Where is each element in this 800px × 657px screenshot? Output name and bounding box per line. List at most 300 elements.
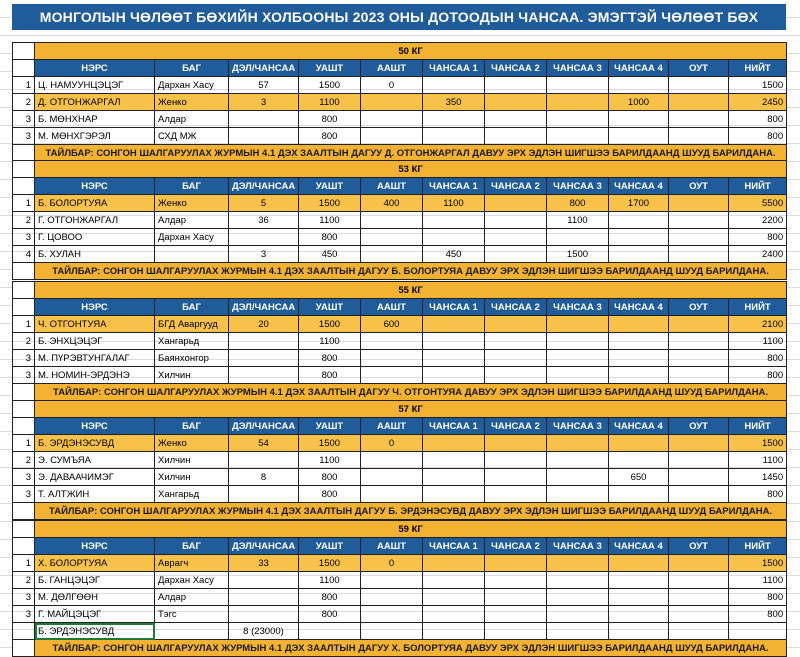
rank-number[interactable]: 3 bbox=[13, 469, 35, 486]
rank-number[interactable]: 2 bbox=[13, 333, 35, 350]
uasht-cell[interactable]: 1500 bbox=[299, 435, 361, 452]
rank-cell[interactable]: 5 bbox=[229, 195, 299, 212]
total-cell[interactable]: 1500 bbox=[729, 435, 787, 452]
name-cell[interactable]: Э. ДАВААЧИМЭГ bbox=[35, 469, 155, 486]
ranking3-cell[interactable] bbox=[547, 623, 609, 640]
uasht-cell[interactable]: 1100 bbox=[299, 572, 361, 589]
column-header[interactable]: ЧАНСАА 3 bbox=[547, 178, 609, 195]
aasht-cell[interactable] bbox=[361, 452, 423, 469]
team-cell[interactable]: Хилчин bbox=[155, 469, 229, 486]
uasht-cell[interactable]: 1100 bbox=[299, 333, 361, 350]
ranking4-cell[interactable]: 1700 bbox=[609, 195, 669, 212]
team-cell[interactable]: Аврагч bbox=[155, 555, 229, 572]
name-cell[interactable]: Г. ОТГОНЖАРГАЛ bbox=[35, 212, 155, 229]
total-cell[interactable]: 2200 bbox=[729, 212, 787, 229]
ranking4-cell[interactable]: 1000 bbox=[609, 94, 669, 111]
ranking1-cell[interactable] bbox=[423, 572, 485, 589]
ranking4-cell[interactable] bbox=[609, 435, 669, 452]
rank-number[interactable]: 2 bbox=[13, 572, 35, 589]
total-cell[interactable] bbox=[729, 623, 787, 640]
rank-cell[interactable] bbox=[229, 128, 299, 145]
total-cell[interactable]: 800 bbox=[729, 486, 787, 503]
ranking2-cell[interactable] bbox=[485, 452, 547, 469]
rank-number[interactable]: 3 bbox=[13, 606, 35, 623]
team-cell[interactable]: Тэгс bbox=[155, 606, 229, 623]
out-cell[interactable] bbox=[669, 486, 729, 503]
section-note[interactable]: ТАЙЛБАР: СОНГОН ШАЛГАРУУЛАХ ЖУРМЫН 4.1 ДЭХ ЗААЛТЫН ДАГУУ Х. БОЛОРТУЯА ДАВУУ ЭРХ ЭДЛЭН ШИГШЭЭ БАРИЛДААНД ШУУД БАРИЛДАНА. bbox=[35, 640, 787, 657]
row-number-cell[interactable] bbox=[13, 418, 35, 435]
team-cell[interactable]: Алдар bbox=[155, 212, 229, 229]
column-header[interactable]: БАГ bbox=[155, 418, 229, 435]
ranking1-cell[interactable] bbox=[423, 452, 485, 469]
ranking1-cell[interactable] bbox=[423, 77, 485, 94]
name-cell[interactable]: М. НОМИН-ЭРДЭНЭ bbox=[35, 367, 155, 384]
weight-class-header[interactable]: 59 КГ bbox=[35, 521, 787, 538]
uasht-cell[interactable]: 800 bbox=[299, 486, 361, 503]
out-cell[interactable] bbox=[669, 589, 729, 606]
aasht-cell[interactable] bbox=[361, 572, 423, 589]
column-header[interactable]: БАГ bbox=[155, 299, 229, 316]
rank-number[interactable]: 3 bbox=[13, 111, 35, 128]
ranking4-cell[interactable] bbox=[609, 77, 669, 94]
ranking3-cell[interactable] bbox=[547, 486, 609, 503]
total-cell[interactable]: 2100 bbox=[729, 316, 787, 333]
name-cell[interactable]: Х. БОЛОРТУЯА bbox=[35, 555, 155, 572]
total-cell[interactable]: 1100 bbox=[729, 452, 787, 469]
column-header[interactable]: ААШТ bbox=[361, 538, 423, 555]
ranking3-cell[interactable] bbox=[547, 469, 609, 486]
row-number-cell[interactable] bbox=[13, 263, 35, 280]
team-cell[interactable]: Хангарьд bbox=[155, 486, 229, 503]
column-header[interactable]: НЭРС bbox=[35, 60, 155, 77]
ranking1-cell[interactable] bbox=[423, 589, 485, 606]
column-header[interactable]: ОУТ bbox=[669, 60, 729, 77]
row-number-cell[interactable] bbox=[13, 60, 35, 77]
out-cell[interactable] bbox=[669, 128, 729, 145]
column-header[interactable]: ДЭЛ/ЧАНСАА bbox=[229, 299, 299, 316]
rank-cell[interactable] bbox=[229, 486, 299, 503]
rank-number[interactable]: 1 bbox=[13, 195, 35, 212]
ranking2-cell[interactable] bbox=[485, 623, 547, 640]
out-cell[interactable] bbox=[669, 94, 729, 111]
column-header[interactable]: ЧАНСАА 2 bbox=[485, 178, 547, 195]
rank-number[interactable]: 1 bbox=[13, 316, 35, 333]
rank-number[interactable]: 3 bbox=[13, 486, 35, 503]
column-header[interactable]: НИЙТ bbox=[729, 299, 787, 316]
total-cell[interactable]: 1450 bbox=[729, 469, 787, 486]
out-cell[interactable] bbox=[669, 452, 729, 469]
column-header[interactable]: УАШТ bbox=[299, 418, 361, 435]
aasht-cell[interactable]: 600 bbox=[361, 316, 423, 333]
aasht-cell[interactable] bbox=[361, 212, 423, 229]
ranking3-cell[interactable] bbox=[547, 367, 609, 384]
team-cell[interactable] bbox=[155, 246, 229, 263]
aasht-cell[interactable]: 400 bbox=[361, 195, 423, 212]
rank-number[interactable]: 3 bbox=[13, 350, 35, 367]
ranking3-cell[interactable] bbox=[547, 94, 609, 111]
row-number-cell[interactable] bbox=[13, 145, 35, 162]
ranking3-cell[interactable] bbox=[547, 606, 609, 623]
ranking4-cell[interactable] bbox=[609, 316, 669, 333]
column-header[interactable]: ЧАНСАА 4 bbox=[609, 538, 669, 555]
name-cell[interactable]: Э. СУМЪЯА bbox=[35, 452, 155, 469]
name-cell[interactable]: Б. ЭРДЭНЭСУВД bbox=[35, 623, 155, 640]
uasht-cell[interactable]: 800 bbox=[299, 606, 361, 623]
ranking4-cell[interactable] bbox=[609, 229, 669, 246]
aasht-cell[interactable] bbox=[361, 486, 423, 503]
rank-number[interactable]: 3 bbox=[13, 128, 35, 145]
team-cell[interactable]: Дархан Хасу bbox=[155, 77, 229, 94]
uasht-cell[interactable]: 450 bbox=[299, 246, 361, 263]
ranking4-cell[interactable] bbox=[609, 333, 669, 350]
total-cell[interactable]: 1500 bbox=[729, 77, 787, 94]
total-cell[interactable]: 1100 bbox=[729, 572, 787, 589]
out-cell[interactable] bbox=[669, 350, 729, 367]
uasht-cell[interactable] bbox=[299, 623, 361, 640]
ranking2-cell[interactable] bbox=[485, 195, 547, 212]
ranking4-cell[interactable] bbox=[609, 452, 669, 469]
rank-number[interactable]: 3 bbox=[13, 367, 35, 384]
name-cell[interactable]: Б. БОЛОРТУЯА bbox=[35, 195, 155, 212]
ranking1-cell[interactable] bbox=[423, 606, 485, 623]
column-header[interactable]: ОУТ bbox=[669, 299, 729, 316]
team-cell[interactable]: БГД Аваргууд bbox=[155, 316, 229, 333]
ranking3-cell[interactable] bbox=[547, 572, 609, 589]
ranking2-cell[interactable] bbox=[485, 316, 547, 333]
aasht-cell[interactable] bbox=[361, 589, 423, 606]
ranking2-cell[interactable] bbox=[485, 435, 547, 452]
ranking1-cell[interactable] bbox=[423, 111, 485, 128]
ranking4-cell[interactable] bbox=[609, 623, 669, 640]
out-cell[interactable] bbox=[669, 469, 729, 486]
ranking3-cell[interactable] bbox=[547, 589, 609, 606]
column-header[interactable]: БАГ bbox=[155, 178, 229, 195]
total-cell[interactable]: 2450 bbox=[729, 94, 787, 111]
total-cell[interactable]: 1100 bbox=[729, 333, 787, 350]
total-cell[interactable]: 800 bbox=[729, 229, 787, 246]
rank-number[interactable]: 1 bbox=[13, 555, 35, 572]
ranking2-cell[interactable] bbox=[485, 367, 547, 384]
out-cell[interactable] bbox=[669, 229, 729, 246]
column-header[interactable]: НИЙТ bbox=[729, 418, 787, 435]
name-cell[interactable]: Г. МАЙЦЭЦЭГ bbox=[35, 606, 155, 623]
rank-cell[interactable] bbox=[229, 229, 299, 246]
uasht-cell[interactable]: 1100 bbox=[299, 212, 361, 229]
aasht-cell[interactable]: 0 bbox=[361, 435, 423, 452]
aasht-cell[interactable] bbox=[361, 111, 423, 128]
ranking1-cell[interactable] bbox=[423, 128, 485, 145]
team-cell[interactable]: Дархан Хасу bbox=[155, 572, 229, 589]
ranking2-cell[interactable] bbox=[485, 77, 547, 94]
column-header[interactable]: УАШТ bbox=[299, 178, 361, 195]
ranking2-cell[interactable] bbox=[485, 606, 547, 623]
row-number-cell[interactable] bbox=[13, 538, 35, 555]
uasht-cell[interactable]: 800 bbox=[299, 128, 361, 145]
uasht-cell[interactable]: 1100 bbox=[299, 452, 361, 469]
section-note[interactable]: ТАЙЛБАР: СОНГОН ШАЛГАРУУЛАХ ЖУРМЫН 4.1 ДЭХ ЗААЛТЫН ДАГУУ Б. ЭРДЭНЭСУВД ДАВУУ ЭРХ ЭДЛЭН ШИГШЭЭ БАРИЛДААНД ШУУД БАРИЛДАНА. bbox=[35, 503, 787, 520]
row-number-cell[interactable] bbox=[13, 521, 35, 538]
total-cell[interactable]: 800 bbox=[729, 606, 787, 623]
rank-number[interactable] bbox=[13, 623, 35, 640]
aasht-cell[interactable] bbox=[361, 94, 423, 111]
ranking3-cell[interactable] bbox=[547, 77, 609, 94]
column-header[interactable]: НЭРС bbox=[35, 418, 155, 435]
name-cell[interactable]: Д. ОТГОНЖАРГАЛ bbox=[35, 94, 155, 111]
rank-number[interactable]: 1 bbox=[13, 77, 35, 94]
rank-cell[interactable] bbox=[229, 606, 299, 623]
name-cell[interactable]: М. МӨНХГЭРЭЛ bbox=[35, 128, 155, 145]
rank-cell[interactable] bbox=[229, 452, 299, 469]
team-cell[interactable]: Баянхонгор bbox=[155, 350, 229, 367]
name-cell[interactable]: Ц. НАМУУНЦЭЦЭГ bbox=[35, 77, 155, 94]
column-header[interactable]: ЧАНСАА 4 bbox=[609, 299, 669, 316]
section-note[interactable]: ТАЙЛБАР: СОНГОН ШАЛГАРУУЛАХ ЖУРМЫН 4.1 ДЭХ ЗААЛТЫН ДАГУУ Д. ОТГОНЖАРГАЛ ДАВУУ ЭРХ ЭДЛЭН ШИГШЭЭ БАРИЛДААНД ШУУД БАРИЛДАНА. bbox=[35, 145, 787, 162]
section-note[interactable]: ТАЙЛБАР: СОНГОН ШАЛГАРУУЛАХ ЖУРМЫН 4.1 ДЭХ ЗААЛТЫН ДАГУУ Б. БОЛОРТУЯА ДАВУУ ЭРХ ЭДЛЭН ШИГШЭЭ БАРИЛДААНД ШУУД БАРИЛДАНА. bbox=[35, 263, 787, 280]
row-number-cell[interactable] bbox=[13, 299, 35, 316]
out-cell[interactable] bbox=[669, 367, 729, 384]
total-cell[interactable]: 2400 bbox=[729, 246, 787, 263]
column-header[interactable]: ДЭЛ/ЧАНСАА bbox=[229, 178, 299, 195]
ranking3-cell[interactable]: 1500 bbox=[547, 246, 609, 263]
ranking4-cell[interactable] bbox=[609, 589, 669, 606]
uasht-cell[interactable]: 1500 bbox=[299, 195, 361, 212]
column-header[interactable]: ЧАНСАА 3 bbox=[547, 538, 609, 555]
name-cell[interactable]: Б. ЭРДЭНЭСУВД bbox=[35, 435, 155, 452]
name-cell[interactable]: Ч. ОТГОНТУЯА bbox=[35, 316, 155, 333]
uasht-cell[interactable]: 800 bbox=[299, 229, 361, 246]
rank-number[interactable]: 1 bbox=[13, 435, 35, 452]
aasht-cell[interactable] bbox=[361, 333, 423, 350]
ranking1-cell[interactable] bbox=[423, 333, 485, 350]
column-header[interactable]: ЧАНСАА 3 bbox=[547, 299, 609, 316]
ranking3-cell[interactable] bbox=[547, 316, 609, 333]
rank-number[interactable]: 4 bbox=[13, 246, 35, 263]
column-header[interactable]: ЧАНСАА 4 bbox=[609, 178, 669, 195]
rank-cell[interactable] bbox=[229, 350, 299, 367]
weight-class-header[interactable]: 57 КГ bbox=[35, 401, 787, 418]
column-header[interactable]: ААШТ bbox=[361, 299, 423, 316]
ranking4-cell[interactable] bbox=[609, 572, 669, 589]
rank-cell[interactable]: 8 (23000) bbox=[229, 623, 299, 640]
rank-cell[interactable] bbox=[229, 589, 299, 606]
ranking4-cell[interactable] bbox=[609, 246, 669, 263]
ranking1-cell[interactable] bbox=[423, 367, 485, 384]
column-header[interactable]: ЧАНСАА 1 bbox=[423, 538, 485, 555]
rank-cell[interactable]: 36 bbox=[229, 212, 299, 229]
column-header[interactable]: УАШТ bbox=[299, 538, 361, 555]
rank-number[interactable]: 2 bbox=[13, 94, 35, 111]
out-cell[interactable] bbox=[669, 333, 729, 350]
team-cell[interactable]: Дархан Хасу bbox=[155, 229, 229, 246]
column-header[interactable]: НИЙТ bbox=[729, 178, 787, 195]
uasht-cell[interactable]: 1500 bbox=[299, 316, 361, 333]
team-cell[interactable]: Алдар bbox=[155, 589, 229, 606]
column-header[interactable]: ДЭЛ/ЧАНСАА bbox=[229, 418, 299, 435]
ranking4-cell[interactable] bbox=[609, 350, 669, 367]
weight-class-header[interactable]: 50 КГ bbox=[35, 43, 787, 60]
ranking1-cell[interactable]: 1100 bbox=[423, 195, 485, 212]
aasht-cell[interactable]: 0 bbox=[361, 555, 423, 572]
ranking2-cell[interactable] bbox=[485, 572, 547, 589]
column-header[interactable]: НИЙТ bbox=[729, 538, 787, 555]
column-header[interactable]: БАГ bbox=[155, 60, 229, 77]
section-note[interactable]: ТАЙЛБАР: СОНГОН ШАЛГАРУУЛАХ ЖУРМЫН 4.1 ДЭХ ЗААЛТЫН ДАГУУ Ч. ОТГОНТУЯА ДАВУУ ЭРХ ЭДЛЭН ШИГШЭЭ БАРИЛДААНД ШУУД БАРИЛДАНА. bbox=[35, 384, 787, 401]
ranking3-cell[interactable]: 800 bbox=[547, 195, 609, 212]
column-header[interactable]: ОУТ bbox=[669, 418, 729, 435]
total-cell[interactable]: 1500 bbox=[729, 555, 787, 572]
rank-cell[interactable] bbox=[229, 367, 299, 384]
ranking1-cell[interactable] bbox=[423, 316, 485, 333]
row-number-cell[interactable] bbox=[13, 640, 35, 657]
total-cell[interactable]: 5500 bbox=[729, 195, 787, 212]
rank-cell[interactable]: 8 bbox=[229, 469, 299, 486]
ranking1-cell[interactable] bbox=[423, 229, 485, 246]
ranking1-cell[interactable] bbox=[423, 212, 485, 229]
row-number-cell[interactable] bbox=[13, 161, 35, 178]
rank-number[interactable]: 2 bbox=[13, 212, 35, 229]
team-cell[interactable]: Алдар bbox=[155, 111, 229, 128]
rank-cell[interactable] bbox=[229, 333, 299, 350]
team-cell[interactable]: Женко bbox=[155, 435, 229, 452]
row-number-cell[interactable] bbox=[13, 282, 35, 299]
ranking1-cell[interactable] bbox=[423, 350, 485, 367]
uasht-cell[interactable]: 800 bbox=[299, 469, 361, 486]
team-cell[interactable]: СХД МЖ bbox=[155, 128, 229, 145]
ranking2-cell[interactable] bbox=[485, 555, 547, 572]
ranking3-cell[interactable] bbox=[547, 350, 609, 367]
out-cell[interactable] bbox=[669, 606, 729, 623]
rank-number[interactable]: 2 bbox=[13, 452, 35, 469]
column-header[interactable]: ДЭЛ/ЧАНСАА bbox=[229, 60, 299, 77]
row-number-cell[interactable] bbox=[13, 43, 35, 60]
out-cell[interactable] bbox=[669, 435, 729, 452]
ranking4-cell[interactable]: 650 bbox=[609, 469, 669, 486]
weight-class-header[interactable]: 55 КГ bbox=[35, 282, 787, 299]
uasht-cell[interactable]: 1500 bbox=[299, 555, 361, 572]
column-header[interactable]: ЧАНСАА 1 bbox=[423, 418, 485, 435]
name-cell[interactable]: Б. ЭНХЦЭЦЭГ bbox=[35, 333, 155, 350]
name-cell[interactable]: Б. ГАНЦЭЦЭГ bbox=[35, 572, 155, 589]
ranking4-cell[interactable] bbox=[609, 367, 669, 384]
uasht-cell[interactable]: 800 bbox=[299, 350, 361, 367]
ranking3-cell[interactable] bbox=[547, 229, 609, 246]
row-number-cell[interactable] bbox=[13, 503, 35, 520]
ranking2-cell[interactable] bbox=[485, 212, 547, 229]
aasht-cell[interactable] bbox=[361, 246, 423, 263]
uasht-cell[interactable]: 1100 bbox=[299, 94, 361, 111]
ranking4-cell[interactable] bbox=[609, 111, 669, 128]
ranking3-cell[interactable] bbox=[547, 128, 609, 145]
team-cell[interactable]: Хилчин bbox=[155, 452, 229, 469]
column-header[interactable]: НЭРС bbox=[35, 178, 155, 195]
ranking2-cell[interactable] bbox=[485, 350, 547, 367]
column-header[interactable]: НИЙТ bbox=[729, 60, 787, 77]
team-cell[interactable] bbox=[155, 623, 229, 640]
ranking2-cell[interactable] bbox=[485, 469, 547, 486]
ranking1-cell[interactable] bbox=[423, 469, 485, 486]
uasht-cell[interactable]: 800 bbox=[299, 589, 361, 606]
out-cell[interactable] bbox=[669, 212, 729, 229]
column-header[interactable]: ЧАНСАА 2 bbox=[485, 418, 547, 435]
name-cell[interactable]: М. ПҮРЭВТУНГАЛАГ bbox=[35, 350, 155, 367]
rank-number[interactable]: 3 bbox=[13, 589, 35, 606]
column-header[interactable]: ЧАНСАА 4 bbox=[609, 60, 669, 77]
name-cell[interactable]: М. ДӨЛГӨӨН bbox=[35, 589, 155, 606]
team-cell[interactable]: Хилчин bbox=[155, 367, 229, 384]
column-header[interactable]: УАШТ bbox=[299, 299, 361, 316]
ranking2-cell[interactable] bbox=[485, 94, 547, 111]
ranking1-cell[interactable]: 450 bbox=[423, 246, 485, 263]
column-header[interactable]: ААШТ bbox=[361, 60, 423, 77]
ranking4-cell[interactable] bbox=[609, 555, 669, 572]
ranking3-cell[interactable] bbox=[547, 452, 609, 469]
out-cell[interactable] bbox=[669, 623, 729, 640]
column-header[interactable]: ЧАНСАА 2 bbox=[485, 299, 547, 316]
ranking3-cell[interactable]: 1100 bbox=[547, 212, 609, 229]
team-cell[interactable]: Женко bbox=[155, 94, 229, 111]
ranking2-cell[interactable] bbox=[485, 486, 547, 503]
ranking1-cell[interactable] bbox=[423, 623, 485, 640]
aasht-cell[interactable] bbox=[361, 350, 423, 367]
uasht-cell[interactable]: 1500 bbox=[299, 77, 361, 94]
column-header[interactable]: ЧАНСАА 1 bbox=[423, 178, 485, 195]
total-cell[interactable]: 800 bbox=[729, 128, 787, 145]
row-number-cell[interactable] bbox=[13, 384, 35, 401]
ranking1-cell[interactable]: 350 bbox=[423, 94, 485, 111]
name-cell[interactable]: Б. ХУЛАН bbox=[35, 246, 155, 263]
out-cell[interactable] bbox=[669, 555, 729, 572]
aasht-cell[interactable] bbox=[361, 128, 423, 145]
ranking3-cell[interactable] bbox=[547, 555, 609, 572]
weight-class-header[interactable]: 53 КГ bbox=[35, 161, 787, 178]
team-cell[interactable]: Женко bbox=[155, 195, 229, 212]
rank-cell[interactable] bbox=[229, 111, 299, 128]
ranking3-cell[interactable] bbox=[547, 111, 609, 128]
aasht-cell[interactable] bbox=[361, 606, 423, 623]
column-header[interactable]: ЧАНСАА 2 bbox=[485, 538, 547, 555]
rank-cell[interactable]: 3 bbox=[229, 246, 299, 263]
ranking4-cell[interactable] bbox=[609, 212, 669, 229]
ranking4-cell[interactable] bbox=[609, 128, 669, 145]
out-cell[interactable] bbox=[669, 572, 729, 589]
column-header[interactable]: ЧАНСАА 1 bbox=[423, 60, 485, 77]
column-header[interactable]: ААШТ bbox=[361, 418, 423, 435]
out-cell[interactable] bbox=[669, 316, 729, 333]
column-header[interactable]: ДЭЛ/ЧАНСАА bbox=[229, 538, 299, 555]
ranking1-cell[interactable] bbox=[423, 435, 485, 452]
row-number-cell[interactable] bbox=[13, 401, 35, 418]
uasht-cell[interactable]: 800 bbox=[299, 111, 361, 128]
out-cell[interactable] bbox=[669, 111, 729, 128]
out-cell[interactable] bbox=[669, 77, 729, 94]
ranking2-cell[interactable] bbox=[485, 111, 547, 128]
ranking3-cell[interactable] bbox=[547, 435, 609, 452]
column-header[interactable]: УАШТ bbox=[299, 60, 361, 77]
rank-cell[interactable]: 57 bbox=[229, 77, 299, 94]
aasht-cell[interactable]: 0 bbox=[361, 77, 423, 94]
team-cell[interactable]: Хангарьд bbox=[155, 333, 229, 350]
column-header[interactable]: ЧАНСАА 3 bbox=[547, 418, 609, 435]
rank-cell[interactable]: 54 bbox=[229, 435, 299, 452]
rank-cell[interactable]: 20 bbox=[229, 316, 299, 333]
name-cell[interactable]: Т. АЛТЖИН bbox=[35, 486, 155, 503]
total-cell[interactable]: 800 bbox=[729, 350, 787, 367]
ranking3-cell[interactable] bbox=[547, 333, 609, 350]
column-header[interactable]: ЧАНСАА 1 bbox=[423, 299, 485, 316]
name-cell[interactable]: Б. МӨНХНАР bbox=[35, 111, 155, 128]
ranking4-cell[interactable] bbox=[609, 606, 669, 623]
total-cell[interactable]: 800 bbox=[729, 111, 787, 128]
